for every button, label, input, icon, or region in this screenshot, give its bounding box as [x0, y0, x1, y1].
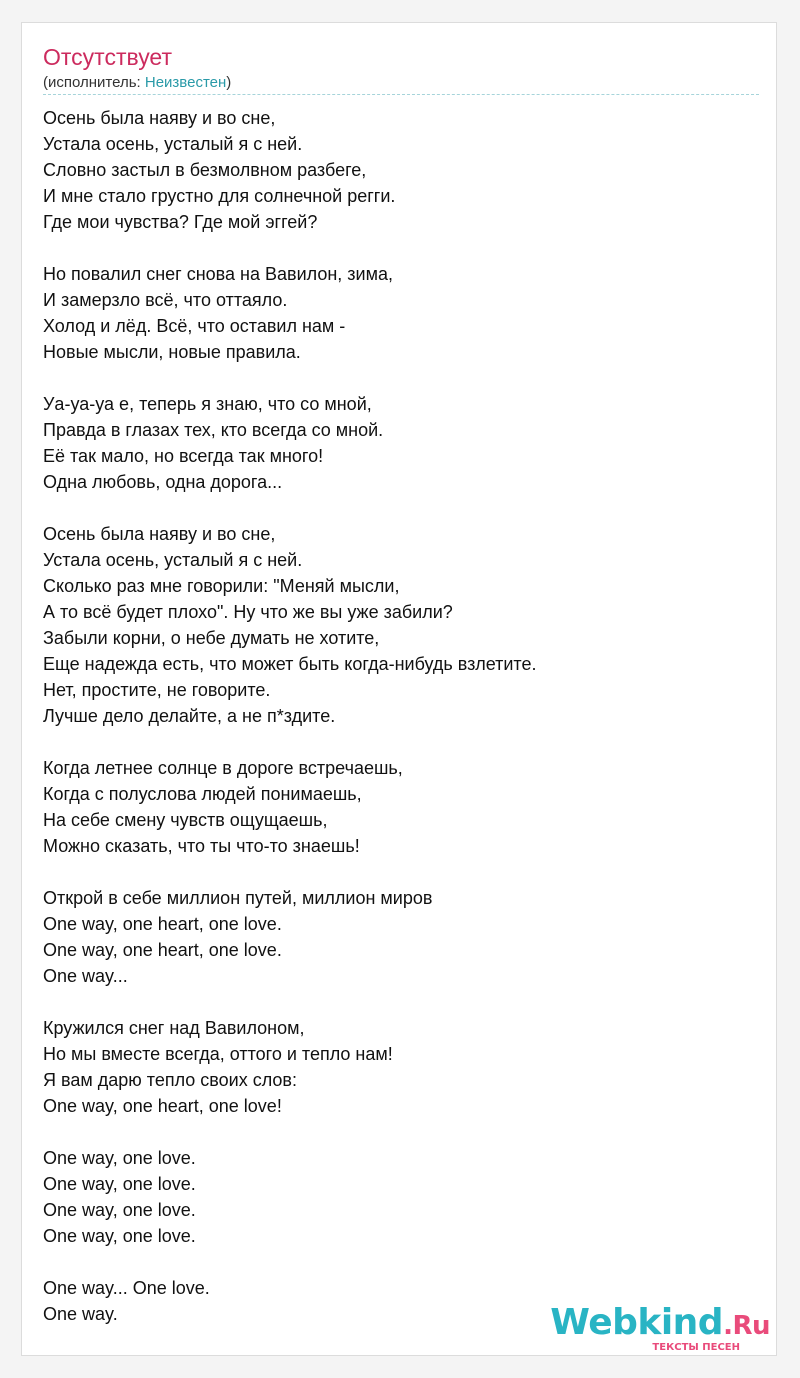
- artist-prefix: (исполнитель:: [43, 74, 145, 91]
- lyrics-line: One way, one heart, one love!: [43, 1096, 282, 1116]
- lyrics-line: Устала осень, усталый я с ней.: [43, 134, 303, 154]
- lyrics-line: И замерзло всё, что оттаяло.: [43, 290, 288, 310]
- lyrics-line: Нет, простите, не говорите.: [43, 680, 271, 700]
- artist-link[interactable]: Неизвестен: [144, 74, 227, 91]
- lyrics-line: Но мы вместе всегда, оттого и тепло нам!: [43, 1044, 393, 1064]
- lyrics-body: [43, 105, 763, 1353]
- lyrics-stanza: [43, 105, 763, 235]
- webkind-tagline: ТЕКСТЫ ПЕСЕН: [652, 1342, 740, 1353]
- lyrics-line: Можно сказать, что ты что-то знаешь!: [43, 836, 360, 856]
- lyrics-stanza: [43, 885, 763, 989]
- lyrics-line: Когда летнее солнце в дороге встречаешь,: [43, 758, 403, 778]
- lyrics-line: Где мои чувства? Где мой эггей?: [43, 212, 318, 232]
- lyrics-line: Устала осень, усталый я с ней.: [43, 550, 303, 570]
- lyrics-line: Сколько раз мне говорили: "Меняй мысли,: [43, 576, 400, 596]
- lyrics-stanza: [43, 261, 763, 365]
- lyrics-line: На себе смену чувств ощущаешь,: [43, 810, 328, 830]
- lyrics-line: One way, one heart, one love.: [43, 914, 282, 934]
- webkind-logo-text: [550, 1302, 770, 1344]
- lyrics-line: One way, one love.: [43, 1226, 196, 1246]
- lyrics-line: Открой в себе миллион путей, миллион миров: [43, 888, 433, 908]
- lyrics-line: One way, one love.: [43, 1148, 196, 1168]
- lyrics-line: One way, one love.: [43, 1200, 196, 1220]
- lyrics-line: Я вам дарю тепло своих слов:: [43, 1070, 297, 1090]
- lyrics-line: One way.: [43, 1304, 118, 1324]
- lyrics-stanza: [43, 755, 763, 859]
- lyrics-line: One way... One love.: [43, 1278, 210, 1298]
- lyrics-line: Забыли корни, о небе думать не хотите,: [43, 628, 380, 648]
- webkind-logo-main: Webkind: [550, 1302, 724, 1343]
- lyrics-line: Одна любовь, одна дорога...: [43, 472, 283, 492]
- lyrics-line: Когда с полуслова людей понимаешь,: [43, 784, 362, 804]
- lyrics-line: Осень была наяву и во сне,: [43, 108, 276, 128]
- lyrics-line: One way, one love.: [43, 1174, 196, 1194]
- lyrics-line: Правда в глазах тех, кто всегда со мной.: [43, 420, 384, 440]
- lyrics-line: Новые мысли, новые правила.: [43, 342, 301, 362]
- song-title: Отсутствует: [43, 44, 172, 70]
- title-divider: [43, 94, 759, 95]
- lyrics-line: One way...: [43, 966, 128, 986]
- lyrics-line: One way, one heart, one love.: [43, 940, 282, 960]
- artist-line: [43, 74, 231, 92]
- lyrics-line: Осень была наяву и во сне,: [43, 524, 276, 544]
- webkind-logo-suffix: .Ru: [723, 1311, 770, 1341]
- lyrics-stanza: [43, 521, 763, 729]
- lyrics-card: [21, 22, 777, 1356]
- lyrics-line: Её так мало, но всегда так много!: [43, 446, 324, 466]
- lyrics-line: И мне стало грустно для солнечной регги.: [43, 186, 396, 206]
- lyrics-line: Еще надежда есть, что может быть когда-нибудь взлетите.: [43, 654, 537, 674]
- lyrics-line: Уа-уа-уа е, теперь я знаю, что со мной,: [43, 394, 372, 414]
- artist-suffix: ): [226, 74, 232, 91]
- lyrics-line: Но повалил снег снова на Вавилон, зима,: [43, 264, 393, 284]
- lyrics-line: Словно застыл в безмолвном разбеге,: [43, 160, 367, 180]
- lyrics-stanza: [43, 1145, 763, 1249]
- lyrics-line: А то всё будет плохо". Ну что же вы уже забили?: [43, 602, 453, 622]
- lyrics-stanza: [43, 1015, 763, 1119]
- webkind-logo: [550, 1302, 770, 1353]
- lyrics-line: Холод и лёд. Всё, что оставил нам -: [43, 316, 346, 336]
- lyrics-stanza: [43, 391, 763, 495]
- lyrics-line: Кружился снег над Вавилоном,: [43, 1018, 305, 1038]
- lyrics-line: Лучше дело делайте, а не п*здите.: [43, 706, 336, 726]
